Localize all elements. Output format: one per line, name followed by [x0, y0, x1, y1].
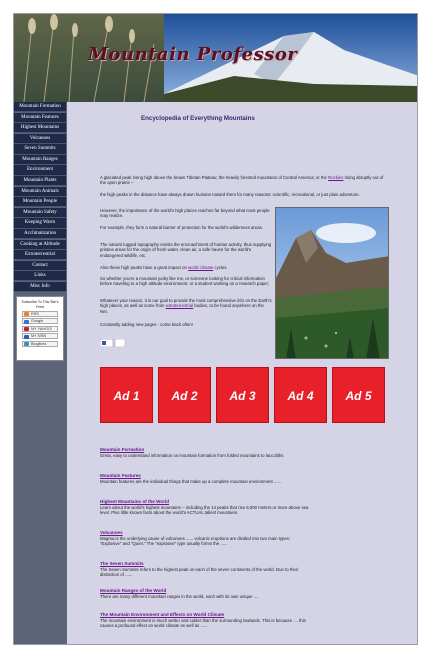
entry-link-mountain-features[interactable]: Mountain Features — [100, 473, 141, 478]
entry-link-mountain-formation[interactable]: Mountain Formation — [100, 447, 145, 452]
sidebar-item-extraterrestrial[interactable]: Extraterrestrial — [14, 250, 66, 260]
entry-link-volcanoes[interactable]: Volcanoes — [100, 530, 123, 535]
entry-description: Mountain features are the individual things that make up a complete mountain environment ...... — [100, 478, 282, 484]
entry-link-seven-summits[interactable]: The Seven Summits — [100, 561, 144, 566]
intro-paragraph: A glaciated peak rising high above the brown Tibetan Plateau; the heavily forested mountains of Central America; or the Rockies rising abruptly out of the open prairie -- — [100, 175, 384, 186]
intro-paragraph: Constantly adding new pages - come back often! — [100, 322, 193, 327]
page — [13, 13, 418, 645]
sidebar-item-misc-info[interactable]: Misc Info — [14, 282, 66, 292]
entry-link-mountain-ranges[interactable]: Mountain Ranges of the World — [100, 588, 167, 593]
my-yahoo-button[interactable]: MY YAHOO! — [22, 326, 58, 332]
site-title: Mountain Professor — [88, 44, 298, 65]
intro-paragraph: However, the importance of the world's high places reaches far beyond what most people may realize. — [100, 208, 270, 219]
sidebar-item-acclimatization[interactable]: Acclimatization — [14, 229, 66, 239]
list-item — [100, 473, 312, 484]
entry-link-highest-mountains[interactable]: Highest Mountains of the World — [100, 499, 170, 504]
intro-paragraph: The natural rugged topography resists the encroachment of human activity, thus supplying pristine areas for the origin of fresh water, clean air, a safe haven for the world's endangered wildlife, etc. — [100, 242, 272, 258]
world-climate-link[interactable]: world climate — [188, 265, 214, 270]
rockies-link[interactable]: Rockies — [328, 175, 344, 180]
extraterrestrial-link[interactable]: extraterrestrial — [165, 303, 194, 309]
list-item — [100, 530, 312, 546]
mountain-photo — [275, 207, 389, 359]
sidebar-item-seven-summits[interactable]: Seven Summits — [14, 144, 66, 154]
sidebar-item-cooking-at-altitude[interactable]: Cooking at Altitude — [14, 240, 66, 250]
sidebar-item-mountain-formation[interactable]: Mountain Formation — [14, 102, 66, 112]
sidebar-item-keeping-warm[interactable]: Keeping Warm — [14, 218, 66, 228]
bloglines-icon — [24, 342, 29, 346]
sidebar-item-mountain-safety[interactable]: Mountain Safety — [14, 208, 66, 218]
rss-button[interactable]: RSS — [22, 311, 58, 317]
yahoo-icon — [24, 327, 29, 331]
ad-3[interactable]: Ad 3 — [216, 367, 269, 423]
list-item — [100, 612, 312, 628]
sidebar-item-mountain-people[interactable]: Mountain People — [14, 197, 66, 207]
page-title: Encyclopedia of Everything Mountains — [141, 115, 255, 122]
rss-icon — [24, 312, 29, 316]
entry-description: Great, easy to understand information on mountain formation from folded mountains to laccoliths — [100, 452, 284, 458]
sidebar-item-mountain-animals[interactable]: Mountain Animals — [14, 187, 66, 197]
google-icon — [24, 320, 29, 324]
google-button[interactable]: Google — [22, 318, 58, 324]
sidebar-item-highest-mountains[interactable]: Highest Mountains — [14, 123, 66, 133]
sidebar-item-links[interactable]: Links — [14, 271, 66, 281]
entry-description: Learn about the world's highest mountains -- including the 14 peaks that rise 8,000 meters or more above sea level. Plus little known facts about the world's ACTUAL tallest mountains. — [100, 504, 309, 515]
entry-description: The Seven Summits refers to the highest peak on each of the seven continents of the world. Due to their distinction of ...... — [100, 566, 299, 577]
list-item — [100, 561, 312, 577]
header-banner — [14, 14, 418, 102]
sidebar-item-contact[interactable]: Contact — [14, 261, 66, 271]
sidebar-nav — [14, 102, 67, 645]
msn-icon — [24, 335, 29, 339]
sidebar-item-mountain-plants[interactable]: Mountain Plants — [14, 176, 66, 186]
like-icon — [100, 339, 126, 347]
ad-4[interactable]: Ad 4 — [274, 367, 327, 423]
entry-description: There are many different mountain ranges in the world, each with its own unique .... — [100, 593, 259, 599]
ad-2[interactable]: Ad 2 — [158, 367, 211, 423]
intro-paragraph: For example, they form a natural barrier of protection for the world's wilderness areas. — [100, 225, 263, 230]
intro-paragraph: So whether you're a mountain junky like me, or someone looking for critical information before traveling to a high altitude environment, or a student working on a research paper; — [100, 276, 270, 287]
entry-link-mountain-environment[interactable]: The Mountain Environment and Effects on World Climate — [100, 612, 225, 617]
list-item — [100, 588, 312, 599]
my-msn-button[interactable]: MY MSN — [22, 333, 58, 339]
list-item — [100, 447, 312, 458]
subscribe-box — [16, 296, 64, 361]
entry-description: The mountain environment is much wetter and colder than the surrounding lowlands. This is because .... this causes a profound effect on world climate as well as ...... — [100, 617, 306, 628]
social-like-widget[interactable] — [100, 334, 126, 342]
bloglines-button[interactable]: Bloglines — [22, 341, 58, 347]
ad-row — [100, 367, 387, 423]
sidebar-item-mountain-features[interactable]: Mountain Features — [14, 113, 66, 123]
subscribe-title: Subscribe To This Site's Feed — [21, 300, 59, 309]
intro-paragraph: Whatever your reason, it is our goal to provide the most comprehensive info on the Earth's high places, as well as some from extraterrestrial bodies, to be found anywhere on the Net. — [100, 298, 272, 314]
sidebar-item-environment[interactable]: Environment — [14, 165, 66, 175]
intro-paragraph: the high peaks in the distance have always drawn humans toward them for many reasons: scientific, recreational, or just plain adventure. — [100, 192, 360, 197]
ad-5[interactable]: Ad 5 — [332, 367, 385, 423]
intro-paragraph: Also these high peaks have a great impact on world climate cycles. — [100, 265, 228, 270]
ad-1[interactable]: Ad 1 — [100, 367, 153, 423]
sidebar-item-volcanoes[interactable]: Volcanoes — [14, 134, 66, 144]
list-item — [100, 499, 312, 515]
sidebar-item-mountain-ranges[interactable]: Mountain Ranges — [14, 155, 66, 165]
entry-description: Magma is the underlying cause of volcanoes ...... volcanic eruptions are divided into two main types: "Explosive" and "Quiet." The "explosive" type usually forms the ...... — [100, 535, 291, 546]
